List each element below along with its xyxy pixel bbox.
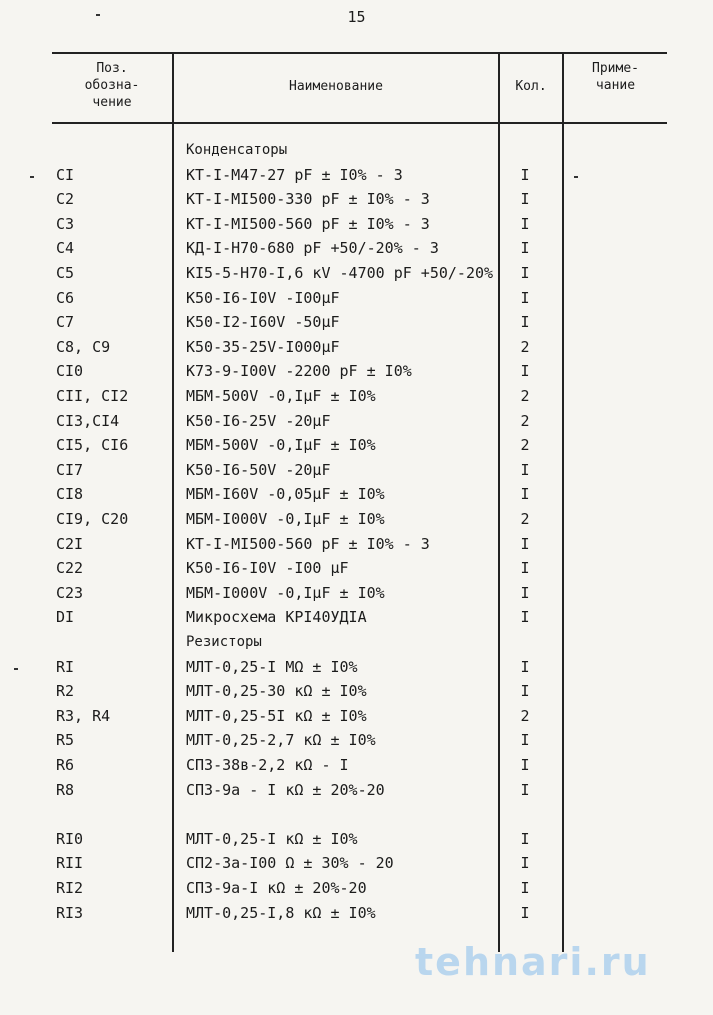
- quantity-cell: I: [520, 682, 530, 701]
- quantity-cell: I: [520, 239, 530, 258]
- name-cell: МЛТ-0,25-5I кΩ ± I0%: [186, 706, 367, 725]
- header-quantity: Кол.: [515, 79, 547, 94]
- position-cell: CI0: [56, 362, 84, 381]
- section-row: [0, 630, 713, 654]
- table-row: [0, 187, 713, 211]
- quantity-cell: I: [520, 362, 530, 381]
- name-cell: МЛТ-0,25-I кΩ ± I0%: [186, 829, 358, 848]
- table-row: [0, 679, 713, 703]
- name-cell: Микросхема КРI40УДIА: [186, 608, 367, 627]
- quantity-cell: I: [520, 854, 530, 873]
- table-row: [0, 532, 713, 556]
- position-cell: C8, C9: [56, 337, 111, 356]
- name-cell: МБМ-500V -0,IµF ± I0%: [186, 436, 376, 455]
- table-row: [0, 310, 713, 334]
- table-row: [0, 556, 713, 580]
- table-row: [0, 605, 713, 629]
- quantity-cell: I: [520, 903, 530, 922]
- table-row: [0, 482, 713, 506]
- quantity-cell: I: [520, 165, 530, 184]
- quantity-cell: I: [520, 829, 530, 848]
- table-row: [0, 778, 713, 802]
- name-cell: МЛТ-0,25-I,8 кΩ ± I0%: [186, 903, 376, 922]
- position-cell: R5: [56, 731, 75, 750]
- table-row: [0, 261, 713, 285]
- name-cell: МБМ-500V -0,IµF ± I0%: [186, 387, 376, 405]
- quantity-cell: I: [520, 460, 530, 479]
- name-cell: К50-I6-I0V -I00µF: [186, 288, 340, 307]
- quantity-cell: I: [520, 264, 530, 282]
- header-position: Поз. обозна- чение: [84, 61, 140, 110]
- name-cell: К50-35-25V-I000µF: [186, 337, 340, 356]
- position-cell: R2: [56, 682, 75, 701]
- name-cell: МБМ-I000V -0,IµF ± I0%: [186, 583, 385, 602]
- quantity-cell: I: [520, 756, 530, 774]
- header-bottom-border: [52, 122, 667, 124]
- name-cell: КТ-I-МI500-330 pF ± I0% - 3: [186, 190, 430, 209]
- position-cell: CI7: [56, 460, 84, 479]
- table-row: [0, 236, 713, 260]
- table-row: [0, 384, 713, 408]
- position-cell: C7: [56, 313, 75, 332]
- name-cell: МЛТ-0,25-I МΩ ± I0%: [186, 657, 358, 676]
- table-row: [0, 458, 713, 482]
- quantity-cell: I: [520, 313, 530, 332]
- position-cell: CI: [56, 165, 75, 184]
- table-row: [0, 507, 713, 531]
- quantity-cell: I: [520, 288, 530, 307]
- name-cell: МЛТ-0,25-30 кΩ ± I0%: [186, 682, 367, 701]
- name-cell: МЛТ-0,25-2,7 кΩ ± I0%: [186, 731, 376, 750]
- name-cell: К50-I6-I0V -I00 µF: [186, 559, 349, 578]
- position-cell: CI8: [56, 485, 84, 504]
- name-cell: КД-I-Н70-680 pF +50/-20% - 3: [186, 239, 439, 258]
- position-cell: RI: [56, 657, 75, 676]
- position-cell: C2: [56, 190, 75, 209]
- position-cell: C4: [56, 239, 75, 258]
- table-row: [0, 827, 713, 851]
- name-cell: КТ-I-МI500-560 pF ± I0% - 3: [186, 214, 430, 233]
- position-cell: CI5, CI6: [56, 436, 129, 455]
- table-row: [0, 212, 713, 236]
- name-cell: МБМ-I60V -0,05µF ± I0%: [186, 485, 385, 504]
- table-row: [0, 163, 713, 187]
- position-cell: CII, CI2: [56, 387, 129, 405]
- position-cell: DI: [56, 608, 75, 627]
- name-cell: Конденсаторы: [186, 142, 288, 158]
- scan-mark: [30, 176, 34, 178]
- quantity-cell: I: [520, 190, 530, 209]
- table-row: [0, 409, 713, 433]
- table-row: [0, 581, 713, 605]
- name-cell: К50-I6-25V -20µF: [186, 411, 331, 430]
- quantity-cell: 2: [520, 337, 530, 356]
- quantity-cell: I: [520, 583, 530, 602]
- name-cell: Резисторы: [186, 634, 262, 650]
- position-cell: RI2: [56, 879, 84, 897]
- quantity-cell: I: [520, 534, 530, 553]
- quantity-cell: I: [520, 879, 530, 897]
- quantity-cell: I: [520, 214, 530, 233]
- quantity-cell: I: [520, 780, 530, 799]
- scan-mark: [574, 176, 578, 178]
- name-cell: КI5-5-Н70-I,6 кV -4700 pF +50/-20%: [186, 264, 494, 282]
- position-cell: RI0: [56, 829, 84, 848]
- table-row: [0, 901, 713, 925]
- position-cell: R3, R4: [56, 706, 111, 725]
- section-row: [0, 138, 713, 162]
- section-row: [0, 802, 713, 826]
- quantity-cell: I: [520, 608, 530, 627]
- table-row: [0, 704, 713, 728]
- scan-mark: [96, 14, 100, 16]
- position-cell: C23: [56, 583, 84, 602]
- table-row: [0, 876, 713, 900]
- quantity-cell: 2: [520, 411, 530, 430]
- table-row: [0, 753, 713, 777]
- position-cell: C5: [56, 264, 75, 282]
- position-cell: C22: [56, 559, 84, 578]
- name-cell: СП2-3а-I00 Ω ± 30% - 20: [186, 854, 394, 873]
- name-cell: СП3-9а - I кΩ ± 20%-20: [186, 780, 385, 799]
- quantity-cell: 2: [520, 706, 530, 725]
- position-cell: R8: [56, 780, 75, 799]
- table-row: [0, 335, 713, 359]
- name-cell: СП3-38в-2,2 кΩ - I: [186, 756, 349, 774]
- name-cell: К50-I6-50V -20µF: [186, 460, 331, 479]
- watermark: tehnari.ru: [415, 940, 651, 984]
- table-row: [0, 655, 713, 679]
- position-cell: C3: [56, 214, 75, 233]
- header-name: Наименование: [289, 79, 383, 94]
- position-cell: RI3: [56, 903, 84, 922]
- table-top-border: [52, 52, 667, 54]
- position-cell: R6: [56, 756, 75, 774]
- scan-mark: [14, 668, 18, 670]
- position-cell: CI9, C20: [56, 510, 129, 528]
- position-cell: RII: [56, 854, 84, 873]
- quantity-cell: 2: [520, 387, 530, 405]
- quantity-cell: 2: [520, 436, 530, 455]
- name-cell: КТ-I-М47-27 pF ± I0% - 3: [186, 165, 403, 184]
- table-row: [0, 728, 713, 752]
- table-row: [0, 851, 713, 875]
- name-cell: К73-9-I00V -2200 pF ± I0%: [186, 362, 412, 381]
- quantity-cell: 2: [520, 510, 530, 528]
- quantity-cell: I: [520, 657, 530, 676]
- name-cell: КТ-I-МI500-560 pF ± I0% - 3: [186, 534, 430, 553]
- quantity-cell: I: [520, 485, 530, 504]
- position-cell: CI3,CI4: [56, 411, 120, 430]
- table-row: [0, 286, 713, 310]
- position-cell: C6: [56, 288, 75, 307]
- position-cell: C2I: [56, 534, 84, 553]
- name-cell: К50-I2-I60V -50µF: [186, 313, 340, 332]
- quantity-cell: I: [520, 731, 530, 750]
- table-row: [0, 359, 713, 383]
- name-cell: МБМ-I000V -0,IµF ± I0%: [186, 510, 385, 528]
- quantity-cell: I: [520, 559, 530, 578]
- header-note: Приме- чание: [592, 61, 639, 93]
- name-cell: СП3-9а-I кΩ ± 20%-20: [186, 879, 367, 897]
- table-row: [0, 433, 713, 457]
- page-number: 15: [347, 8, 366, 26]
